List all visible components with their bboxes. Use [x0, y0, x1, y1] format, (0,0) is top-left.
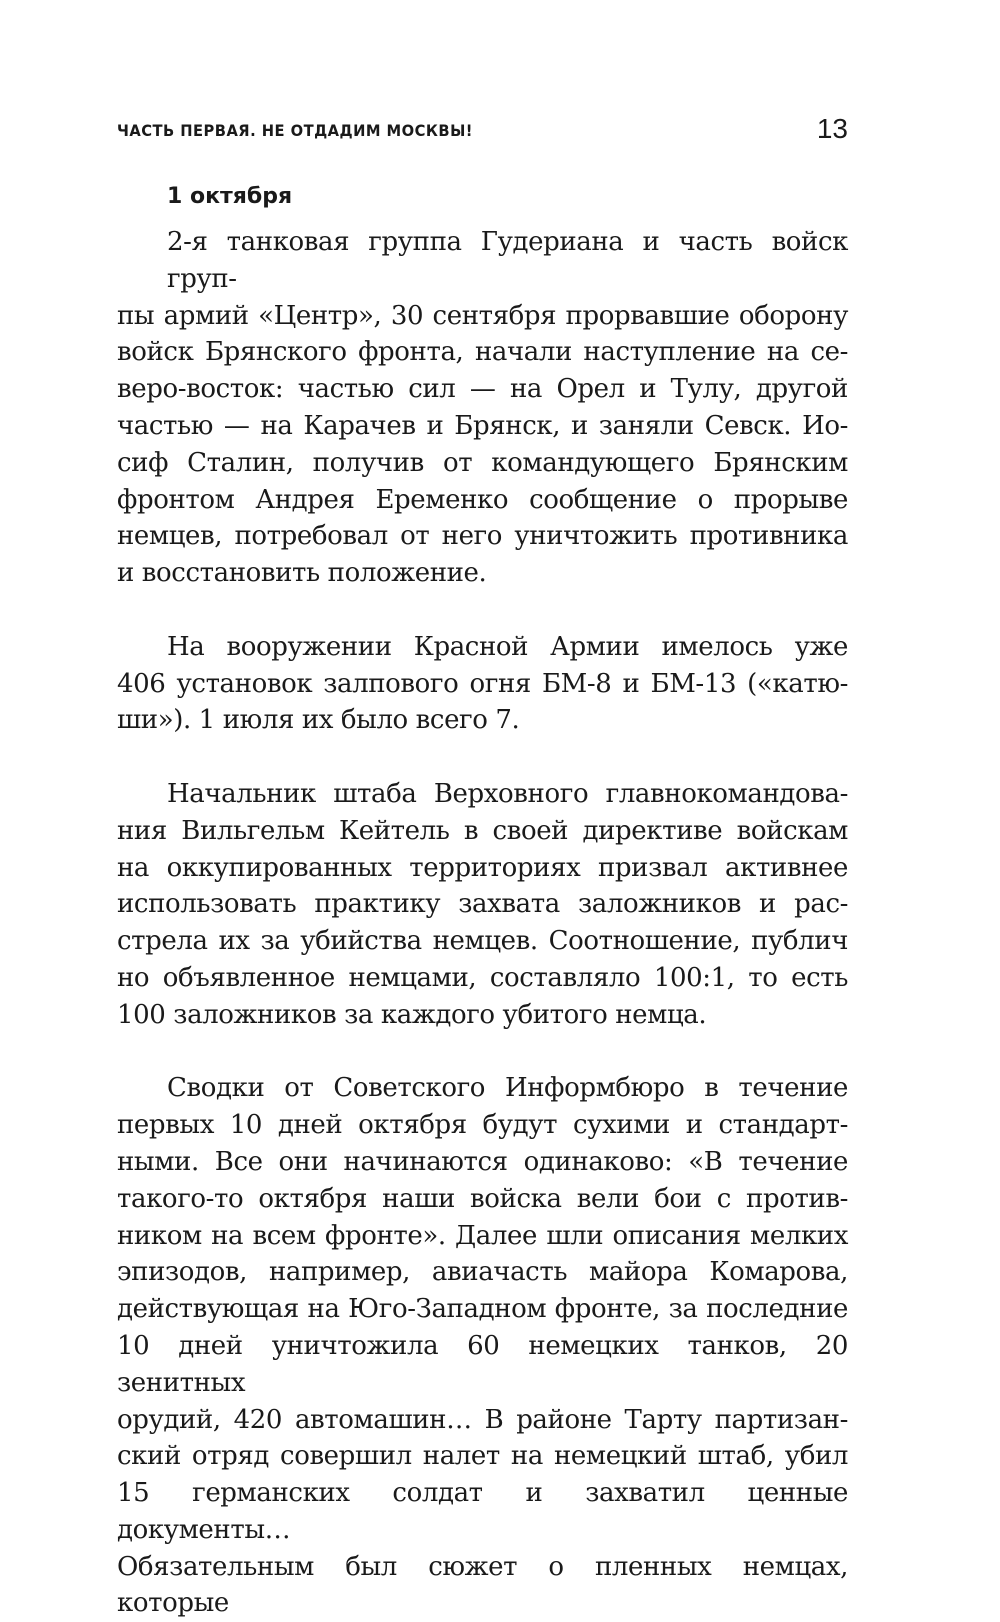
section-heading: 1 октября	[167, 184, 293, 209]
paragraph	[117, 224, 848, 592]
text-line: фронтом Андрея Еременко сообщение о прорыве	[117, 484, 848, 515]
text-line: Обязательным был сюжет о пленных немцах, которые	[117, 1551, 848, 1619]
text-line: на оккупированных территориях призвал активнее	[117, 852, 848, 883]
text-line: Начальник штаба Верховного главнокомандова-	[167, 778, 848, 809]
paragraph	[117, 629, 848, 739]
text-line: орудий, 420 автомашин… В районе Тарту партизан-	[117, 1404, 848, 1435]
text-line: На вооружении Красной Армии имелось уже	[167, 631, 848, 662]
text-line: стрела их за убийства немцев. Соотношение, публич	[117, 926, 848, 957]
text-line: 15 германских солдат и захватил ценные документы…	[117, 1478, 848, 1545]
page-body	[117, 180, 848, 1622]
text-line: веро-восток: частью сил — на Орел и Тулу, другой	[117, 374, 848, 405]
text-line: частью — на Карачев и Брянск, и заняли Севск. Ио-	[117, 410, 848, 441]
text-line: немцев, потребовал от него уничтожить противника	[117, 521, 848, 552]
text-line: пы армий «Центр», 30 сентября прорвавшие оборону	[117, 300, 848, 331]
text-line: войск Брянского фронта, начали наступление на се-	[117, 337, 848, 368]
text-line: использовать практику захвата заложников и рас-	[117, 889, 848, 920]
text-line: 100 заложников за каждого убитого немца.	[117, 999, 707, 1030]
text-line: ния Вильгельм Кейтель в своей директиве войскам	[117, 815, 848, 846]
running-title: ЧАСТЬ ПЕРВАЯ. НЕ ОТДАДИМ МОСКВЫ!	[117, 121, 473, 140]
text-line: такого-то октября наши войска вели бои с против-	[117, 1183, 848, 1214]
text-line: 406 установок залпового огня БМ-8 и БМ-13 («катю-	[117, 668, 848, 699]
text-line: ными. Все они начинаются одинаково: «В течение	[117, 1146, 848, 1177]
paragraph	[117, 1070, 848, 1622]
text-line: 2-я танковая группа Гудериана и часть войск груп-	[167, 227, 848, 294]
text-line: эпизодов, например, авиачасть майора Комарова,	[117, 1257, 848, 1288]
text-line: но объявленное немцами, составляло 100:1, то есть	[117, 962, 848, 993]
paragraph	[117, 776, 848, 1034]
text-line: ский отряд совершил налет на немецкий штаб, убил	[117, 1441, 848, 1472]
text-line: первых 10 дней октября будут сухими и стандарт-	[117, 1110, 848, 1141]
text-line: ником на всем фронте». Далее шли описания мелких	[117, 1220, 848, 1251]
text-line: ши»). 1 июля их было всего 7.	[117, 705, 520, 736]
text-line: Сводки от Советского Информбюро в течение	[167, 1073, 848, 1104]
running-head	[117, 113, 848, 153]
text-line: сиф Сталин, получив от командующего Брянским	[117, 447, 848, 478]
text-line: 10 дней уничтожила 60 немецких танков, 20 зенитных	[117, 1330, 848, 1398]
text-line: действующая на Юго-Западном фронте, за последние	[117, 1294, 848, 1325]
page-number: 13	[816, 113, 848, 144]
text-line: и восстановить положение.	[117, 558, 487, 589]
